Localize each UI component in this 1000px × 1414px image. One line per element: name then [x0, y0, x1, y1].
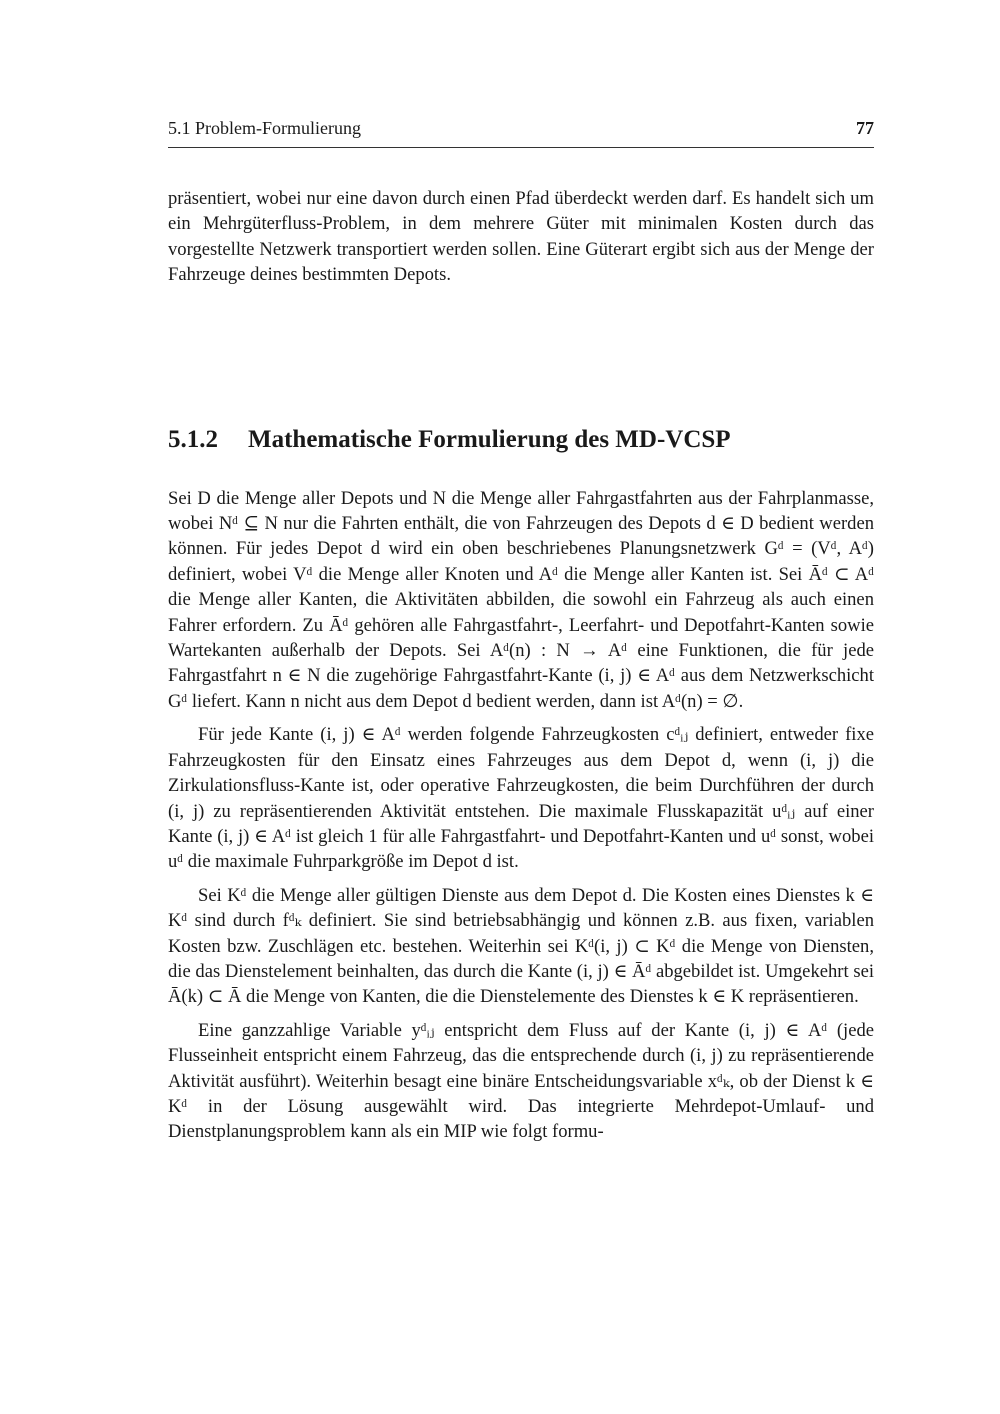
paragraph-costs: Für jede Kante (i, j) ∈ Aᵈ werden folgende Fahrzeugkosten cᵈᵢⱼ definiert, entweder fixe Fahrzeugkosten für den Einsatz eines Fahrzeuges aus dem Depot d, wenn (i, j) die Zirkulationsfluss-Kante ist, oder operative Fahrzeugkosten, die beim Durchführen der durch (i, j) zu repräsentierenden Aktivität entstehen. Die maximale Flusskapazität uᵈᵢⱼ auf einer Kante (i, j) ∈ Aᵈ ist gleich 1 für alle Fahrgastfahrt- und Depotfahrt-Kanten und uᵈ sonst, wobei uᵈ die maximale Fuhrparkgröße im Depot d ist. — [168, 724, 874, 873]
section-heading — [168, 426, 874, 454]
intro-paragraph: präsentiert, wobei nur eine davon durch einen Pfad überdeckt werden darf. Es handelt sich um ein Mehrgüterfluss-Problem, in dem mehrere Güter mit minimalen Kosten durch das vorgestellte Netzwerk transportiert werden sollen. Eine Güterart ergibt sich aus der Menge der Fahrzeuge deines bestimmten Depots. — [168, 188, 874, 286]
paragraph-duties: Sei Kᵈ die Menge aller gültigen Dienste aus dem Depot d. Die Kosten eines Dienstes k ∈ Kᵈ sind durch fᵈₖ definiert. Sie sind betriebsabhängig und können z.B. aus fixen, variablen Kosten bzw. Zuschlägen etc. bestehen. Weiterhin sei Kᵈ(i, j) ⊂ Kᵈ die Menge von Diensten, die das Dienstelement beinhalten, das durch die Kante (i, j) ∈ Āᵈ abgebildet ist. Umgekehrt sei Ā(k) ⊂ Ā die Menge von Kanten, die die Dienstelemente des Dienstes k ∈ K repräsentieren. — [168, 884, 874, 1008]
running-header-section-title: 5.1 Problem-Formulierung — [168, 118, 361, 138]
section-number: 5.1.2 — [168, 425, 218, 453]
paragraph-definitions: Sei D die Menge aller Depots und N die Menge aller Fahrgastfahrten aus der Fahrplanmasse, wobei Nᵈ ⊆ N nur die Fahrten enthält, die von Fahrzeugen des Depots d ∈ D bedient werden können. Für jedes Depot d wird ein oben beschriebenes Planungsnetzwerk Gᵈ = (Vᵈ, Aᵈ) definiert, wobei Vᵈ die Menge aller Knoten und Aᵈ die Menge aller Kanten ist. Sei Āᵈ ⊂ Aᵈ die Menge aller Kanten, die Aktivitäten abbilden, die sowohl ein Fahrzeug als auch einen Fahrer erfordern. Zu Āᵈ gehören alle Fahrgastfahrt-, Leerfahrt- und Depotfahrt-Kanten sowie Wartekanten außerhalb der Depots. Sei Aᵈ(n) : N → Aᵈ eine Funktionen, die für jede Fahrgastfahrt n ∈ N die zugehörige Fahrgastfahrt-Kante (i, j) ∈ Aᵈ aus dem Netzwerkschicht Gᵈ liefert. Kann n nicht aus dem Depot d bedient werden, dann ist Aᵈ(n) = ∅. — [168, 487, 874, 712]
section-title: Mathematische Formulierung des MD-VCSP — [248, 425, 731, 453]
paragraph-variables: Eine ganzzahlige Variable yᵈᵢⱼ entspricht dem Fluss auf der Kante (i, j) ∈ Aᵈ (jede Flusseinheit entspricht einem Fahrzeug, das die entsprechende durch (i, j) zu repräsentierende Aktivität ausführt). Weiterhin besagt eine binäre Entscheidungsvariable xᵈₖ, ob der Dienst k ∈ Kᵈ in der Lösung ausgewählt wird. Das integrierte Mehrdepot-Umlauf- und Dienstplanungsproblem kann als ein MIP wie folgt formu- — [168, 1019, 874, 1143]
page-number: 77 — [856, 118, 874, 138]
running-header — [168, 118, 874, 148]
page — [168, 118, 874, 1145]
